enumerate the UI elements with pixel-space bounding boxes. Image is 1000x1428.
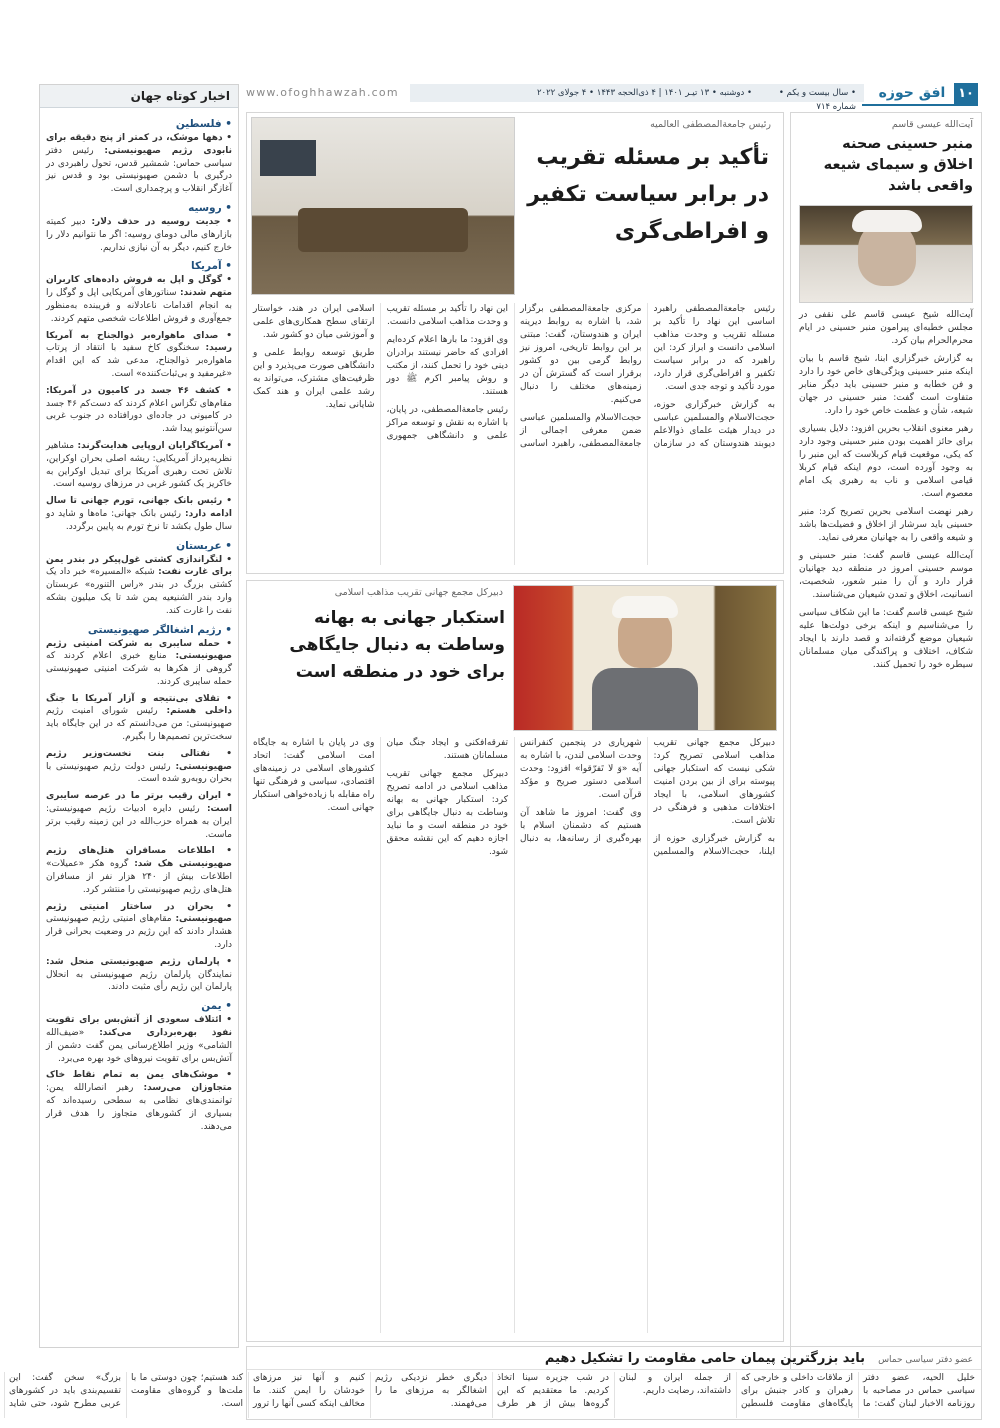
article-muqawama-body [9, 1370, 981, 1418]
article-taqrib-title: تأکید بر مسئله تقریب در برابر سیاست تکفیر و افراطی‌گری [527, 145, 769, 244]
sidebar-news-lead: • جدیت روسیه در حذف دلار: [85, 216, 232, 227]
sidebar-news-lead: • دهها موشک، در کمتر از پنج دقیقه برای نابودی رژیم صهیونیستی: [46, 133, 232, 156]
article-paragraph: شیخ عیسی قاسم گفت: ما این شکاف سیاسی را می‌شناسیم و اینکه برخی دولت‌ها علیه شیعیان موضع گرفته‌اند و قصد دارند با ایجاد شکاف، اختلاف و پراکندگی میان مسلمانان سیطره خود را تحمیل کنند. [799, 608, 973, 670]
sidebar-news-item [46, 385, 232, 436]
article-taqrib [246, 112, 784, 574]
article-istikbar-kicker: دبیرکل مجمع جهانی تقریب مذاهب اسلامی [334, 587, 503, 598]
sidebar-news-lead: • موشک‌های یمن به تمام نقاط خاک متجاوزان می‌رسد: [46, 1070, 232, 1094]
article-paragraph: دبیرکل مجمع جهانی تقریب مذاهب اسلامی تصریح کرد: شکی نیست که استکبار جهانی پیوسته برای از بین بردن امنیت کشورهای اسلامی، با ایجاد اختلافات مذهبی و فرهنگی در تلاش است. [653, 738, 775, 826]
article-paragraph: آیت‌الله عیسی قاسم گفت: منبر حسینی و موسم حسینی امروز در منطقه دید جهانیان قرار دارد و آن را منبر شعور، شخصیت، انسانیت، اخلاق و تمدن شیعیان می‌شناسند. [799, 551, 973, 600]
article-taqrib-body [253, 303, 775, 565]
meeting-table-shape [298, 208, 468, 252]
article-hussaini-kicker: آیت‌الله عیسی قاسم [891, 119, 973, 130]
portrait-turban-shape [852, 210, 922, 232]
sidebar-news-text: رئیس دایره ادبیات رژیم صهیونیستی: ایران به همراه حزب‌الله در این زمینه رقیب برتر ماست. [46, 804, 232, 840]
sidebar-news-lead: • آمریکاگرایان اروپایی هدایت‌گرند: [74, 440, 232, 451]
sidebar-news-lead: • حمله سایبری به شرکت امنیتی رژیم صهیونیستی: [46, 638, 232, 662]
article-paragraph: به گزارش خبرگزاری ابنا، شیخ قاسم با بیان اینکه منبر حسینی ویژگی‌های خاص خود را دارد و فن خطابه و منبر حسینی باید دیگر منابر متفاوت است گفت: منبر حسینی در جهان شیعه، شأن و عظمت خاص خود را دارد. [799, 354, 973, 416]
sidebar-news-text: مشاهیر نظریه‌پرداز آمریکایی: ریشه اصلی بحران اوکراین، تلاش تحت رهبری آمریکا برای تبدیل اوکراین به خاکریز یک کشور غربی در مرزهای روسیه است. [46, 440, 232, 490]
sidebar-news-text: رئیس بانک جهانی: ماه‌ها و شاید دو سال طول بکشد تا نرخ تورم به پایین برگردد. [46, 508, 232, 532]
sidebar-news-text: «ضیف‌الله الشامی» وزیر اطلاع‌رسانی یمن گفت دشمن از آتش‌بس برای تقویت نیروهای خود بهره می‌برد. [46, 1028, 232, 1064]
sidebar-news-item [46, 1014, 232, 1065]
sidebar-news-item [46, 274, 232, 325]
sidebar-news-lead: • ایران رقیب برتر ما در عرصه سایبری است: [46, 791, 233, 815]
sidebar-news-lead: • پارلمان رژیم صهیونیستی منحل شد: [46, 956, 232, 967]
sidebar-news-item [46, 554, 232, 618]
article-paragraph: آیت‌الله شیخ عیسی قاسم علی نقفی در مجلس خطبه‌ای پیرامون منبر حسینی در ایام محرم‌الحرام بیان کرد. [799, 310, 973, 346]
sidebar-news-lead: • رئیس بانک جهانی، تورم جهانی تا سال ادامه دارد: [46, 496, 232, 519]
article-muqawama-kicker: عضو دفتر سیاسی حماس [878, 1355, 973, 1365]
sidebar-title [40, 85, 238, 108]
sidebar-news-text: مقام‌های تگزاس اعلام کردند که دست‌کم ۴۶ جسد در کامیونی در جاده‌ای دورافتاده در جنوب غربی سن‌آنتونیو پیدا شد. [46, 398, 232, 435]
sidebar-body [40, 108, 238, 1342]
article-hussaini [790, 112, 982, 1370]
article-paragraph: رهبر معنوی انقلاب بحرین افزود: دلایل بسیاری برای حائز اهمیت بودن منبر حسینی وجود دارد که یکی، موقعیت قیام کربلاست که این منبر را به وجود آورده است، دوم اینکه قیام کربلا قیامی اسلامی و ناب به رهبری یک امام معصوم است. [799, 424, 973, 499]
sidebar-news-item [46, 330, 232, 381]
article-paragraph: دبیرکل مجمع جهانی تقریب مذاهب اسلامی در ادامه تصریح کرد: استکبار جهانی به بهانه وساطت به دنبال جایگاهی برای خود در منطقه است و ما نباید اجازه دهیم که این نقشه محقق شود. [386, 769, 508, 857]
website-url[interactable]: www.ofoghhawzah.com [246, 86, 399, 99]
sidebar-news-item [46, 956, 232, 994]
sidebar-news-item [46, 693, 232, 744]
sidebar-section-heading: • یمن [201, 1000, 232, 1013]
sidebar-news-lead: • کشف ۴۶ جسد در کامیون در آمریکا: [46, 385, 233, 396]
meeting-photo [251, 117, 515, 295]
article-paragraph: وی در پایان با اشاره به جایگاه امت اسلامی گفت: اتحاد کشورهای اسلامی در زمینه‌های اقتصادی، سیاسی و فرهنگی تنها راه مقابله با زیاده‌خواهی استکبار جهانی است. [253, 738, 375, 813]
article-muqawama-title: باید بزرگترین پیمان حامی مقاومت را تشکیل دهیم [544, 1351, 865, 1366]
sidebar-news-item [46, 132, 232, 196]
sidebar-news-item [46, 440, 232, 491]
sidebar-news-lead: • گوگل و اپل به فروش داده‌های کاربران متهم شدند: [46, 275, 232, 299]
sidebar-section-heading: • آمریکا [191, 260, 232, 273]
sidebar-news-item [46, 845, 232, 896]
sidebar-news-text: رئیس شورای امنیت رژیم صهیونیستی: من می‌دانستم که در این جایگاه باید سخت‌ترین تصمیم‌ها را بگیرم. [46, 706, 232, 743]
article-hussaini-title: منبر حسینی صحنه اخلاق و سیمای شیعه واقعی باشد [823, 136, 973, 194]
article-hussaini-body [791, 309, 981, 1329]
article-paragraph: کنیم و آنها نیز مرزهای خودشان را ایمن کنند. ما مخالف اینکه کسی آنها را ترور کند هستیم؛ چون دوستی ما با ملت‌ها و گروه‌های مقاومت است. [131, 1373, 365, 1409]
sidebar-news-text: سخنگوی کاخ سفید با انتقاد از پرتاب ماهواره‌بر ذوالجناح، مدعی شد که این اقدام «غیرمفید و بی‌ثبات‌کننده» است. [46, 343, 232, 379]
article-paragraph: در شب جزیره سینا اتخاذ کردیم. ما معتقدیم که این گروه‌ها بیش از هر طرف دیگری خطر نزدیکی رژیم اشغالگر به مرزهای ما را می‌فهمند. [375, 1373, 609, 1409]
article-taqrib-kicker: رئیس جامعة‌المصطفی العالمیه [650, 119, 771, 130]
sidebar-title-text: اخبار کوتاه جهان [130, 89, 230, 103]
sidebar-news-item [46, 901, 232, 952]
masthead-logo: افق حوزه [878, 85, 946, 101]
cleric-robe-shape [592, 668, 698, 730]
article-paragraph: به گزارش خبرگزاری حوزه، حجت‌الاسلام والمسلمین عباسی در دیدار هیئت علمای ذوالاعلم دیوبند هندوستان که در سازمان مرکزی جامعة‌المصطفی برگزار شد، با اشاره به روابط دیرینه ایران و هندوستان، گفت: مبتنی بر این روابط تاریخی، امروز نیز روابط گرمی بین دو کشور برقرار است که گسترش آن در زمینه‌های مختلف را دنبال می‌کنیم. [520, 304, 775, 449]
article-muqawama-header [247, 1347, 981, 1370]
sidebar-news-lead: • اطلاعات مسافران هتل‌های رژیم صهیونیستی هک شد: [46, 846, 232, 870]
article-istikbar-title: استکبار جهانی به بهانه وساطت به دنبال جایگاهی برای خود در منطقه است [289, 608, 505, 682]
article-paragraph: به گزارش خبرگزاری حوزه از ایلنا، حجت‌الاسلام والمسلمین شهریاری در پنجمین کنفرانس وحدت اسلامی لندن، با اشاره به آیه «وَ لا تَفرّقوا» افزود: وحدت اسلامی دستور صریح و مؤکد قرآن است. [520, 738, 775, 857]
sidebar-news-item [46, 495, 232, 533]
issue-date: • دوشنبه • ۱۳ تیـر ۱۴۰۱ | ۴ ذی‌الحجه ۱۴۴۳ • ۴ جولای ۲۰۲۲ [536, 88, 752, 98]
page-number: ۱۰ [954, 83, 978, 105]
sidebar-section-heading: • فلسطین [175, 118, 232, 130]
sidebar-news-item [46, 216, 232, 254]
meeting-screen-shape [260, 140, 316, 176]
sidebar-news-text: مقام‌های امنیتی رژیم صهیونیستی هشدار دادند که این رژیم در وضعیت بحرانی قرار دارد. [46, 914, 232, 951]
sidebar-news-item [46, 790, 232, 841]
sidebar-news-item [46, 638, 232, 689]
cleric-photo [513, 585, 777, 731]
sidebar-news-lead: • نفتالی بنت نخست‌وزیر رژیم صهیونیستی: [46, 748, 232, 772]
article-paragraph: رئیس جامعة‌المصطفی، در پایان، با اشاره به نقش و توسعه مراکز علمی و دانشگاهی جمهوری اسلامی ایران در هند، خواستار ارتقای سطح همکاری‌های علمی و آموزشی میان دو کشور شد. [253, 304, 508, 441]
article-paragraph: رئیس جامعة‌المصطفی راهبرد اساسی این نهاد را تأکید بر مسئله تقریب و وحدت مذاهب اسلامی دانست و ابراز کرد: این راهبرد که در برابر سیاست تکفیر و افراطی‌گری قرار دارد، مورد تأکید و توجه جدی است. [653, 304, 775, 392]
sidebar-news-lead: • صدای ماهواره‌بر ذوالجناح به آمریکا رسید: [46, 330, 232, 354]
article-istikbar [246, 580, 784, 1342]
article-istikbar-body [253, 737, 775, 1333]
sidebar-news-text: گروه هکر «عمیلات» اطلاعات بیش از ۲۴۰ هزار نفر از مسافران هتل‌های رژیم صهیونیستی را منتشر کرد. [46, 859, 233, 895]
sidebar-news-text: رهبر انصارالله یمن: توانمندی‌های نظامی به سطحی رسیده‌اند که بسیاری از کشورهای متجاوز را هدف قرار می‌دهند. [46, 1083, 232, 1132]
article-paragraph: بزرگ» سخن گفت: این تقسیم‌بندی باید در کشورهای عربی مطرح شود، حتی شاید [9, 1373, 121, 1409]
article-muqawama [9, 1346, 982, 1420]
sidebar-news-text: دبیر کمیته بازارهای مالی دومای روسیه: اگر ما نتوانیم دلار را خارج کنیم، دیگر به آن نیازی نداریم. [46, 216, 232, 253]
sidebar-news-text: رئیس دولت رژیم صهیونیستی با بحران روبه‌رو شده است. [46, 761, 232, 785]
article-paragraph: حجت‌الاسلام والمسلمین عباسی ضمن معرفی اجمالی از جامعة‌المصطفی، راهبرد اساسی این نهاد را تأکید بر مسئله تقریب و وحدت مذاهب اسلامی دانست. [386, 304, 642, 449]
sidebar-news-text: رئیس دفتر سیاسی حماس: شمشیر قدس، تحول راهبردی در درگیری با دشمن صهیونیستی بود و قدس نیز آغازگر انقلاب و پرچمداری است. [46, 145, 232, 195]
article-paragraph: وی گفت: امروز ما شاهد آن هستیم که دشمنان اسلام با بهره‌گیری از رسانه‌ها، به دنبال تفرقه‌افکنی و ایجاد جنگ میان مسلمانان هستند. [386, 738, 642, 844]
sidebar-section-heading: • رژیم اشغالگر صهیونیستی [87, 623, 232, 636]
article-paragraph: رهبر نهضت اسلامی بحرین تصریح کرد: منبر حسینی باید سرشار از اخلاق و فضیلت‌ها باشد و شیعه واقعی را به جهانیان معرفی نماید. [799, 507, 973, 543]
sidebar-news-item [46, 1069, 232, 1133]
sidebar-news-lead: • تقلای بی‌نتیجه و آزار آمریکا با جنگ داخلی هستم: [46, 693, 233, 717]
sidebar-news-item [46, 748, 232, 786]
article-paragraph: خلیل الحیه، عضو دفتر سیاسی حماس در مصاحبه با روزنامه الاخبار لبنان گفت: ما از ملاقات داخلی و خارجی که رهبران و کادر جنبش برای پایگاه‌های مقاومت فلسطین از جمله ایران و لبنان داشته‌اند، رضایت داریم. [619, 1373, 975, 1409]
sidebar-section-heading: • روسیه [188, 201, 232, 214]
cleric-turban-shape [612, 596, 678, 618]
portrait-photo [799, 205, 973, 303]
sidebar-news-lead: • ائتلاف سعودی از آتش‌بس برای تقویت نفوذ بهره‌برداری می‌کند: [46, 1015, 232, 1039]
sidebar-news-text: منابع خبری اعلام کردند که گروهی از هکرها به شرکت امنیتی صهیونیستی حمله سایبری کردند. [46, 651, 232, 687]
sidebar-news-lead: • بحران در ساختار امنیتی رژیم صهیونیستی: [46, 901, 232, 925]
sidebar-news-lead: • لنگراندازی کشتی غول‌پیکر در بندر یمن برای غارت نفت: [46, 554, 233, 578]
sidebar-section-heading: • عربستان [176, 539, 232, 552]
sidebar-news-text: نمایندگان پارلمان رژیم صهیونیستی به انحلال پارلمان این رژیم رأی مثبت دادند. [46, 969, 232, 993]
issue-number: • سال بیست و یکم • شماره ۷۱۴ [778, 88, 856, 112]
article-paragraph: طریق توسعه روابط علمی و دانشگاهی صورت می‌پذیرد و این ظرفیت‌های مشترک، می‌تواند به رشد علمی ایران و هند کمک شایانی نماید. [253, 348, 375, 410]
sidebar-news-text: شبکه «المسیره» خبر داد یک کشتی بزرگ در بندر «راس التنوره» عربستان وارد بندر الشنیعیه یمن شد تا یک میلیون بشکه نفت را غارت کند. [46, 567, 232, 616]
sidebar-news-text: سناتورهای آمریکایی اپل و گوگل را به انجام اقدامات ناعادلانه و فریبنده به‌منظور جمع‌آوری و فروش اطلاعات شخصی متهم کردند. [46, 288, 232, 324]
article-paragraph: وی افزود: ما بارها اعلام کرده‌ایم افرادی که حاضر نیستند برادران دینی خود را تحمل کنند، از مکتب و روش پیامبر اکرم ﷺ دور هستند. [386, 335, 508, 397]
sidebar [39, 84, 239, 1348]
